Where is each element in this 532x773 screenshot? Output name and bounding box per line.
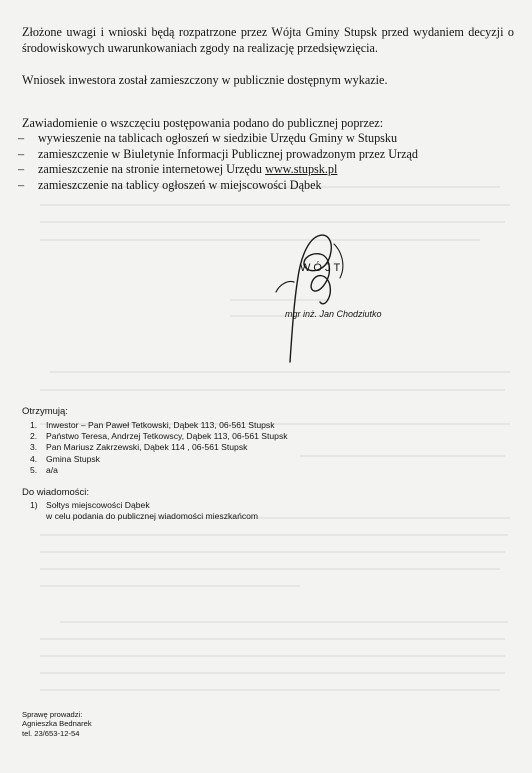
remarks-paragraph: Złożone uwagi i wnioski będą rozpatrzone przez Wójta Gminy Stupsk przed wydaniem decyzji o środowiskowych uwarunkowaniach zgody na realizację przedsięwzięcia. bbox=[22, 25, 514, 55]
notice-item: – zamieszczenie na stronie internetowej Urzędu www.stupsk.pl bbox=[18, 162, 418, 178]
prepared-by-phone: tel. 23/653-12-54 bbox=[22, 728, 80, 738]
list-item-continuation: w celu podania do publicznej wiadomości mieszkańcom bbox=[46, 511, 259, 522]
for-info-list bbox=[30, 500, 258, 522]
list-item: 3. Pan Mariusz Zakrzewski, Dąbek 114 , 06-561 Stupsk bbox=[30, 442, 248, 453]
prepared-by-block bbox=[22, 710, 92, 738]
notice-item: – zamieszczenie w Biuletynie Informacji Publicznej prowadzonym przez Urząd bbox=[18, 147, 418, 163]
signatory-title: WÓJT bbox=[300, 262, 344, 274]
notice-item: – zamieszczenie na tablicy ogłoszeń w miejscowości Dąbek bbox=[18, 178, 418, 194]
handwritten-signature bbox=[268, 222, 368, 364]
notice-heading: Zawiadomienie o wszczęciu postępowania podano do publicznej poprzez: bbox=[22, 116, 384, 130]
website-link[interactable]: www.stupsk.pl bbox=[265, 162, 338, 177]
recipients-heading: Otrzymują: bbox=[22, 406, 68, 417]
list-item: 1) Sołtys miejscowości Dąbek bbox=[30, 500, 150, 510]
notice-list bbox=[18, 131, 418, 193]
list-item: 1. Inwestor – Pan Paweł Tetkowski, Dąbek 113, 06-561 Stupsk bbox=[30, 420, 275, 430]
list-item: 4. Gmina Stupsk bbox=[30, 453, 100, 464]
listing-paragraph: Wniosek inwestora został zamieszczony w publicznie dostępnym wykazie. bbox=[22, 73, 388, 87]
signatory-name: mgr inż. Jan Chodziutko bbox=[285, 309, 382, 319]
prepared-by-name: Agnieszka Bednarek bbox=[22, 719, 92, 729]
list-item: 2. Państwo Teresa, Andrzej Tetkowscy, Dąbek 113, 06-561 Stupsk bbox=[30, 431, 288, 442]
for-info-heading: Do wiadomości: bbox=[22, 487, 90, 498]
notice-item: – wywieszenie na tablicach ogłoszeń w siedzibie Urzędu Gminy w Stupsku bbox=[18, 131, 418, 147]
list-item: 5. a/a bbox=[30, 464, 58, 475]
recipients-list bbox=[30, 420, 288, 476]
prepared-by-label: Sprawę prowadzi: bbox=[22, 710, 83, 719]
